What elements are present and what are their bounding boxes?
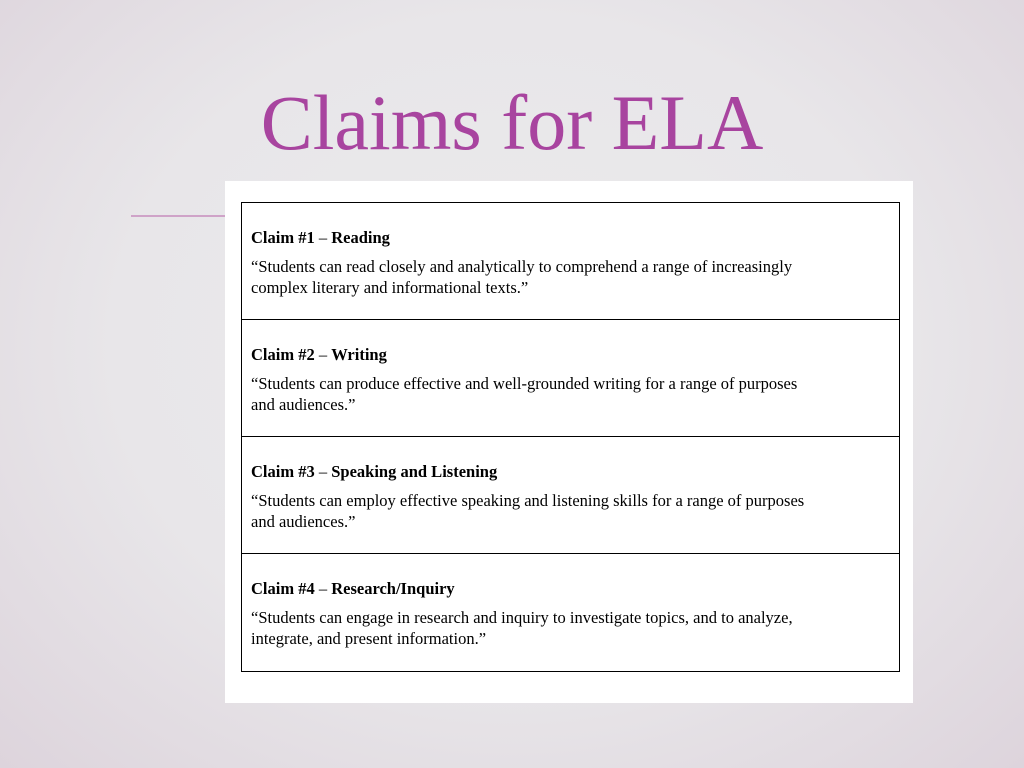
claim-name: Research/Inquiry (331, 579, 455, 598)
claim-text: “Students can produce effective and well-grounded writing for a range of purposes and audiences.” (251, 374, 798, 414)
claim-dash: – (314, 228, 332, 247)
slide-title: Claims for ELA (260, 79, 764, 166)
claim-heading (251, 462, 899, 482)
claim-dash: – (314, 579, 332, 598)
claim-text: “Students can employ effective speaking and listening skills for a range of purposes and audiences.” (251, 491, 805, 531)
claim-number: Claim #4 (251, 579, 315, 598)
claim-text: “Students can read closely and analytically to comprehend a range of increasingly complex literary and informational texts.” (251, 257, 793, 297)
claims-image (225, 181, 913, 703)
claim-name: Speaking and Listening (331, 462, 498, 481)
claim-heading (251, 345, 899, 365)
claim-name: Writing (331, 345, 387, 364)
claim-dash: – (314, 345, 332, 364)
claim-row (242, 320, 899, 437)
claim-row (242, 554, 899, 671)
claim-number: Claim #1 (251, 228, 315, 247)
claim-number: Claim #3 (251, 462, 315, 481)
claim-name: Reading (331, 228, 390, 247)
claim-row (242, 437, 899, 554)
claim-row (242, 203, 899, 320)
claim-number: Claim #2 (251, 345, 315, 364)
claim-dash: – (314, 462, 332, 481)
claim-heading (251, 579, 899, 599)
title-accent-line (131, 215, 231, 217)
claims-table (241, 202, 900, 672)
claim-text: “Students can engage in research and inquiry to investigate topics, and to analyze, integrate, and present information.” (251, 608, 793, 648)
claim-heading (251, 228, 899, 248)
